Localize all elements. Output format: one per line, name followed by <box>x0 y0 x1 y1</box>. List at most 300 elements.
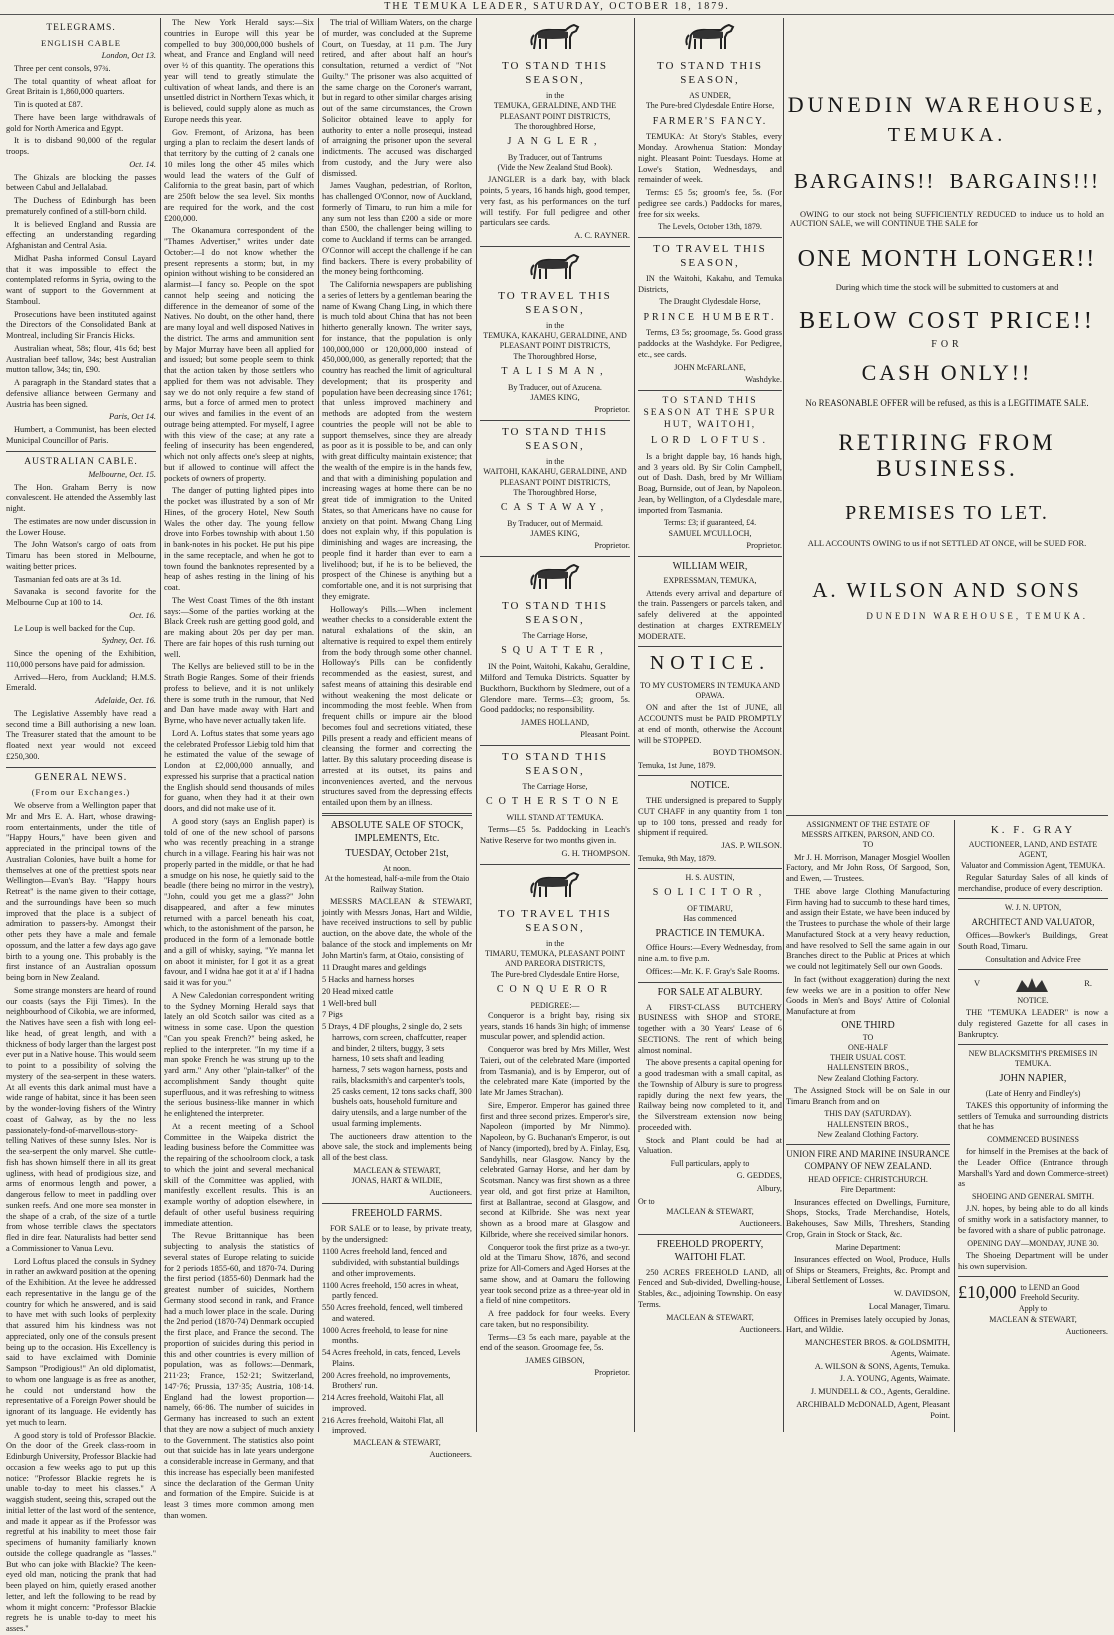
for-text: FOR <box>931 339 963 350</box>
dunedin-warehouse-ad <box>786 18 1108 813</box>
ad-heading: TO TRAVEL THIS SEASON, <box>498 289 612 316</box>
stock-sale-close: The auctioneers draw attention to the above sale, the stock and implements being all of the best class. <box>322 1131 472 1163</box>
talisman-ad <box>480 251 630 416</box>
paragraph: Holloway's Pills.—When inclement weather checks to a considerable extent the natural exhalations of the skin, an alternative is required to expel them entirely from the body through some other channel. Holloway's Pills can be confidently recommended as the easiest, surest, and safest means of attaining this desirable end without weakening the most delicate or incommoding the most feeble. When from frequent chills or impure air the blood becomes foul and secretions vitiated, these Pills present a ready and efficient means of cleansing the former and correcting the latter. By this salutary proceeding disease is arrested at its outset, its pains and inconveniences averted, and the nervous structures saved from the depressing effects entailed upon them by an illness. <box>322 604 472 807</box>
ad-emph: HALLENSTEIN BROS., <box>827 1063 909 1073</box>
premises-to-let: PREMISES TO LET. <box>845 502 1049 524</box>
ad-heading: TO STAND THIS SEASON, <box>502 425 608 453</box>
paragraph: Humbert, a Communist, has been elected Municipal Councillor of Paris. <box>6 425 156 445</box>
paragraph: The total quantity of wheat afloat for Great Britain is 1,860,000 quarters. <box>6 76 156 97</box>
ad-in: in the <box>546 457 564 467</box>
kf-gray-ad <box>958 823 1108 894</box>
paragraph: A good story (says an English paper) is told of one of the new school of parsons who was recently preaching in a strange church in a village. Fearing his hair was not properly parted in the middle, or that he had a smudge on his nose, he quietly said to the beadle (there being no mirror in the vestry), "John, could you get me a glass?" John disappeared, and after a few minutes returned with a parcel beneath his coat, which, to the astonishment of the parson, he produced in the form of a lemonade bottle and a gill of whisky, saying, "Ye manna let on aboot it minister, for I got it as a great favour, and I widna hae got it at a' if I hadna said it was for you." <box>164 816 314 987</box>
ad-vide: (Vide the New Zealand Stud Book). <box>497 163 613 173</box>
horse-name: LORD LOFTUS. <box>650 435 769 447</box>
horse-name: TALISMAN, <box>501 365 609 377</box>
horse-name: COTHERSTONE <box>485 796 625 808</box>
william-weir-ad <box>638 561 782 643</box>
boyd-thomson-notice <box>638 651 782 771</box>
horse-name: CASTAWAY, <box>500 502 610 514</box>
ad-text: During which time the stock will be submitted to customers at and <box>835 283 1059 292</box>
paragraph: The California newspapers are publishing a series of letters by a gentleman bearing the name of Kwang Chang Ling, in which there is much told about China that has not been hitherto generally known. The writer says, for instance, that the population is only 100,000,000 or 120,000,000 instead of 450,000,000, as generally reported; that the country has reached the limit of agricultural development; that its prosperity and population have been decreasing since 1761; that unless improved machinery and methods are adopted from the western countries the people will not be able to support themselves, since they are already as poor as it is possible to be, and can only with great difficulty maintain existence; that the wealth of the empire is in the hands few, and that with a diminishing population and increasing wages at home there can be no great tide of immigration to the United States, so that Americans have no cause for anxiety on that point. Mwang Chang Ling does not explain why, if this population is diminishing and wages are increasing, the people find it harder than ever to earn a livelihood; but, if he is to be believed, the prospect of the Chinese is anything but a comfortable one, and it is not surprising that they emigrate. <box>322 280 473 601</box>
ad-title-place: TEMUKA. <box>887 124 1007 146</box>
solicitor-of: OF TIMARU, <box>687 904 733 914</box>
ad-signature: A. WILSON AND SONS <box>812 578 1082 602</box>
lord-loftus-ad <box>638 395 782 552</box>
ad-sig: JOHN McFARLANE, <box>674 362 746 372</box>
ad-sig: Local Manager, Timaru. <box>868 1301 950 1311</box>
conqueror-ad <box>480 869 630 1379</box>
ad-in: in the <box>546 938 564 948</box>
list-item: 1 Well-bred bull <box>322 998 377 1008</box>
ad-body: TAKES this opportunity of informing the settlers of Temuka and surrounding districts that he has <box>958 1100 1108 1132</box>
ad-body: Insurances effected on Dwellings, Furniture, Shops, Stocks, Trade Merchandise, Hotels, Bakehouses, Saw Mills, Threshers, Standing Crop, Grain in Stock or Stack, &c. <box>786 1197 950 1239</box>
paragraph: We observe from a Wellington paper that Mr and Mrs E. A. Hart, whose drawing-room entertainments, under the title of "Happy Hours," have been given and appreciated in the principal towns of the Australian Colonies, have built a home for themselves at one of the prettiest spots near Wellington—Evan's Bay. "Happy hours Retreat" is the name given to their cottage, and the surroundings have been so much improved that the place is a subject of admiration to passers-by. Amongst their other pets they have a male and female opossum, and the latter a few days ago gave birth to a young one. This probably is the first instance of an Australian opossum being born in New Zealand. <box>6 801 156 983</box>
paragraph: A paragraph in the Standard states that a defensive alliance between Germany and Austria has been signed. <box>6 378 156 409</box>
ad-text: OWING to our stock not being SUFFICIENTLY REDUCED to induce us to hold an AUCTION SALE, we will CONTINUE THE SALE for <box>790 210 1104 228</box>
ad-terms: Terms, £3 5s; groomage, 5s. Good grass paddocks at the Washdyke. For Pedigree, etc., see cards. <box>638 328 782 359</box>
ad-sig: W. DAVIDSON, <box>893 1289 950 1299</box>
freehold-farms-sig: Auctioneers. <box>429 1450 472 1460</box>
paragraph: Midhat Pasha informed Consul Layard that it was impossible to effect the contemplated reforms in Syria, owing to the want of support to the Government at Stamboul. <box>6 253 156 306</box>
ad-sig: A. C. RAYNER. <box>574 231 630 241</box>
ad-sig: Proprietor. <box>594 541 630 551</box>
general-news-body <box>6 801 156 1635</box>
telegrams-heading: TELEGRAMS. <box>46 23 116 33</box>
stock-sale-items <box>322 963 472 1129</box>
column-2-body <box>164 18 314 1522</box>
below-cost-price: BELOW COST PRICE!! <box>799 308 1095 334</box>
ad-agent: J. MUNDELL & CO., Agents, Geraldine. <box>810 1387 950 1397</box>
ad-sig: MACLEAN & STEWART, <box>989 1314 1077 1324</box>
ad-in: in the <box>546 321 564 331</box>
ad-districts: WAITOHI, KAKAHU, GERALDINE, AND PLEASANT POINT DISTRICTS, <box>483 467 627 487</box>
stock-sale-body: MESSRS MACLEAN & STEWART, jointly with Messrs Jonas, Hart and Wildie, have received instructions to sell by public auction, on the above date, the whole of the balance of the stock and implements on Mr John Martin's farm, at Otaio, consisting of <box>322 896 472 960</box>
news-group-e3 <box>6 425 156 447</box>
ad-sig: MACLEAN & STEWART, <box>666 1206 754 1216</box>
notice-date: Temuka, 1st June, 1879. <box>638 761 716 771</box>
paragraph: At a recent meeting of a School Committee in the Waipeka district the leading business before the Committee was the repairing of the schoolroom clock, a task to which the joint and several mechanical skill of the Committee was applied, with manifestly excellent results. This is an example worthy of adoption elsewhere, in default of other useful business requiring immediate attention. <box>164 1121 314 1228</box>
ad-desc: The thoroughbred Horse, <box>514 121 596 131</box>
freehold-property-ad <box>638 1239 782 1336</box>
news-group-a1 <box>6 483 156 609</box>
prince-humbert-ad <box>638 242 782 386</box>
list-item: 216 Acres freehold, Waitohi Flat, all improved. <box>322 1415 444 1436</box>
albury-sale-ad <box>638 987 782 1230</box>
ad-districts: TIMARU, TEMUKA, PLEASANT POINT AND PAREORA DISTRICTS, <box>485 949 625 969</box>
masthead: THE TEMUKA LEADER, SATURDAY, OCTOBER 18, 1879. <box>0 0 1114 15</box>
paragraph: Prosecutions have been instituted against the Directors of the Consolidated Bank at Montreal, including Sir Francis Hicks. <box>6 309 156 341</box>
paragraph: Tin is quoted at £87. <box>14 100 83 110</box>
ad-sig: Proprietor. <box>594 1368 630 1378</box>
retiring-from-business: RETIRING FROM BUSINESS. <box>838 430 1056 481</box>
ad-emph: TO <box>862 1032 874 1042</box>
ad-desc: The Draught Clydesdale Horse, <box>659 297 761 307</box>
paragraph: It is believed England and Russia are effecting an understanding regarding Afghanistan and Central Asia. <box>6 219 156 251</box>
ad-address: DUNEDIN WAREHOUSE, TEMUKA. <box>866 611 1088 621</box>
dateline: Adelaide, Oct. 16. <box>95 696 156 706</box>
ad-districts: TEMUKA, KAKAHU, GERALDINE, AND PLEASANT POINT DISTRICTS, <box>483 331 627 351</box>
ad-sig: Proprietor. <box>746 540 782 550</box>
paragraph: There have been large withdrawals of gold for North America and Egypt. <box>6 112 156 133</box>
ad-by: By Traducer, out of Tantrums <box>507 152 603 162</box>
paragraph: Lord Loftus placed the consuls in Sydney in rather an awkward position at the opening of the Exhibition. At the levee he addressed each representative in the langu ge of the country for which he answered, and is said to have met with such looks of perplexity that assured him his kindness was not appreciated, only one of the consuls present being up to the occasion. His Excellency is said to have exclaimed with Dominie Sampson "Prodigious!" An old diplomatist, to whom one language is as free as another, he could not understand how the representative of a Foreign Power should be ignorant of its language. He evidently has yet much to learn. <box>6 1256 156 1427</box>
ad-body: Insurances effected on Wool, Produce, Hulls of Ships or Steamers, Freights, &c. Prompt and Liberal Settlement of Losses. <box>786 1254 950 1286</box>
australian-cable-heading: AUSTRALIAN CABLE. <box>24 456 138 467</box>
stock-sale-ad <box>322 820 472 1199</box>
ad-sig: Pleasant Point. <box>580 730 630 740</box>
dateline: Sydney, Oct. 16. <box>101 636 156 646</box>
ad-name: JOHN NAPIER, <box>999 1072 1067 1084</box>
cash-only: CASH ONLY!! <box>861 360 1033 385</box>
ad-heading: TO STAND THIS SEASON, <box>502 600 608 627</box>
one-month-longer: ONE MONTH LONGER!! <box>797 246 1097 272</box>
ad-terms: Terms—£5 5s. Paddocking in Leach's Native Reserve for two months given in. <box>480 825 630 846</box>
dateline: Melbourne, Oct. 15. <box>88 469 156 479</box>
ad-sig: G. GEDDES, <box>736 1171 782 1181</box>
ad-heading: TO STAND THIS SEASON, <box>657 60 763 87</box>
ad-sub: EXPRESSMAN, TEMUKA, <box>663 576 757 586</box>
horse-name: JANGLER, <box>507 136 603 148</box>
ad-emph: New Zealand Clothing Factory. <box>817 1129 919 1139</box>
ad-body: THE "TEMUKA LEADER" is now a duly registered Gazette for all cases in Bankruptcy. <box>958 1008 1108 1039</box>
paragraph: Since the opening of the Exhibition, 110,000 persons have paid for admission. <box>6 649 156 669</box>
paragraph: Australian wheat, 58s; flour, 41s 6d; best Australian beef tallow, 34s; best Australian mutton tallow, 34s; tin, £90. <box>6 343 156 375</box>
paragraph: Conqueror is a bright bay, rising six years, stands 16 hands 3in high; of immense muscular power, and splendid action. <box>480 1010 630 1042</box>
ad-agent: MANCHESTER BROS. & GOLDSMITH, Agents, Waimate. <box>805 1338 950 1358</box>
royal-crest-icon <box>1012 974 1052 996</box>
ad-desc: The Pure-bred Clydesdale Entire Horse, <box>490 969 620 979</box>
leader-notice <box>958 996 1108 1040</box>
paragraph: Three per cent consols, 97¾. <box>14 63 111 73</box>
ad-body: Is a bright dapple bay, 16 hands high, and 3 years old. By Sir Colin Campbell, out of Dash. Dash, bred by Mr William Boag, Burnside, out of Jean, by Napoleon. Jean, by Wellington, of a Clydesdale mare, imported from Tasmania. <box>638 451 782 515</box>
freehold-farms-heading: FREEHOLD FARMS. <box>351 1208 443 1220</box>
paragraph: The West Coast Times of the 8th instant says:—Some of the parties working at the Black Creek rush are getting good gold, and are making about 20s per day per man. There are fair hopes of this rush turning out well. <box>164 595 314 659</box>
ad-sig: JAMES KING, <box>530 529 580 539</box>
ad-sig: JAMES GIBSON, <box>525 1356 585 1366</box>
lower-left-col <box>786 820 950 1432</box>
notice-sig: JAS. P. WILSON. <box>721 841 782 851</box>
ad-terms: Terms: £3; if guaranteed, £4. <box>663 518 757 528</box>
paragraph: A free paddock for four weeks. Every care taken, but no responsibility. <box>480 1309 630 1329</box>
ad-as: AS UNDER, <box>689 91 731 101</box>
ad-firm: MESSRS AITKEN, PARSON, AND CO. <box>801 830 935 840</box>
ad-heading: TO STAND THIS SEASON AT THE SPUR HUT, WAITOHI, <box>643 395 777 430</box>
news-group-a2 <box>6 624 156 635</box>
list-item: 20 Head mixed cattle <box>322 986 394 996</box>
ad-apply: Apply to <box>1018 1304 1048 1314</box>
ad-sig: Auctioneers. <box>739 1219 782 1229</box>
ad-heading: TO STAND THIS SEASON, <box>502 751 608 778</box>
notice-body: ON and after the 1st of JUNE, all ACCOUNTS must be PAID PROMPTLY at end of month, otherwise the Account will be STOPPED. <box>638 703 782 745</box>
ad-sig: MACLEAN & STEWART, <box>666 1312 754 1322</box>
column-3 <box>322 18 473 1460</box>
ad-full: Full particulars, apply to <box>670 1159 750 1169</box>
paragraph: Sire, Emperor. Emperor has gained three first and three second prizes. Emperor's sire, Napoleon (imported by Mr Nimmo). Napoleon, by G. Buchanan's Emperor, is out of Nancy (imported), bred by A. Finlay, Esq, Sandyhills, near Glasgow. Nancy by the celebrated Garnay Horse, and her dam by Scotsman. Nancy was first shown as a three year old, and got first prize at Hamilton, first at Ballantrae, second at Glasgow, and second at Kilbride. She was next year shown as a brood mare at Glasgow and Kilbride, where she received similar honors. <box>480 1100 630 1239</box>
ad-heading: K. F. GRAY <box>990 824 1076 836</box>
ad-emph: OPENING DAY—MONDAY, JUNE 30. <box>967 1238 1099 1248</box>
paragraph: The Legislative Assembly have read a second time a Bill authorising a new loan. The Treasurer stated that the amount to be floated next year would not exceed £250,300. <box>6 708 156 761</box>
ad-title: ARCHITECT AND VALUATOR, <box>971 916 1095 927</box>
list-item: 550 Acres freehold, fenced, well timbered and watered. <box>322 1303 463 1323</box>
lower-right-col <box>958 820 1108 1432</box>
ad-body: THE above large Clothing Manufacturing Firm having had to succumb to these hard times, and assign their Estate, we have been induced by the Trustees to purchase the whole of their large Manufactured Stock at a very heavy reduction, and have resolved to Sell the same again in our Branches direct to the Public at Prices at which we could not legitimately Sell our own Goods. <box>786 886 950 972</box>
ad-sig: Auctioneers. <box>739 1324 782 1334</box>
bargains-text: BARGAINS!!! <box>949 169 1100 193</box>
paragraph: Lord A. Loftus states that some years ago the celebrated Professor Liebig told him that he estimated the value of the sewage of London at £2,000,000 annually, and expressed his surprise that a practical nation the English should send thousands of miles for guano, when they had it at their own doors, and did not make use of it. <box>164 728 314 813</box>
dateline: Paris, Oct 14. <box>109 412 156 422</box>
horse-name: CONQUEROR <box>496 983 614 995</box>
column-3-body <box>322 18 472 809</box>
stock-sale-sig: MACLEAN & STEWART, <box>353 1165 441 1175</box>
ad-body: Stock and Plant could be had at Valuation. <box>638 1135 782 1156</box>
horse-illustration-icon <box>526 561 584 595</box>
dateline: London, Oct 13. <box>101 51 156 61</box>
ad-emph: SHOEING AND GENERAL SMITH. <box>972 1192 1094 1202</box>
stock-sale-time: At noon. <box>383 864 411 874</box>
ad-sig: Auctioneers. <box>1065 1326 1108 1336</box>
assignment-ad <box>786 820 950 1140</box>
ad-or: Or to <box>638 1196 655 1206</box>
horse-illustration-icon <box>681 21 739 55</box>
ad-desc: The Carriage Horse, <box>522 631 588 641</box>
ad-sub: Valuator and Commission Agent, TEMUKA. <box>960 860 1106 870</box>
list-item: 1000 Acres freehold, to lease for nine months. <box>322 1325 448 1346</box>
loan-line <box>958 1281 1108 1304</box>
ad-sig: G. H. THOMPSON. <box>561 848 630 858</box>
notice-sub: TO MY CUSTOMERS IN TEMUKA AND OPAWA. <box>640 680 780 701</box>
paragraph: Conqueror was bred by Mrs Miller, West Taieri, out of the celebrated Mare (imported from Tasmania), and is by Emperor, out of the celebrated mare Kate (imported by the late Mr James Strachan). <box>480 1045 630 1098</box>
ad-emph: ONE-HALF <box>848 1042 888 1052</box>
crest-letter: V <box>974 979 981 989</box>
stock-sale-date: TUESDAY, October 21st, <box>345 848 449 860</box>
ad-body: JANGLER is a dark bay, with black points, 5 years, 16 hands high, good temper, very fast, as his performances on the turf will testify. For full pedigree and other particulars see cards. <box>480 175 630 228</box>
ad-body: Offices—Bowker's Buildings, Great South Road, Timaru. <box>958 931 1108 951</box>
ad-emph: COMMENCED BUSINESS <box>987 1135 1079 1144</box>
paragraph: A New Caledonian correspondent writing to the Sydney Morning Herald says that lately an old Scotch sailor was cited as a witness in some case. Upon the question "Can you speak French?" being asked, he replied to the interpreter. "In my time if a man spoke French he was strung up to the yard arm." Any other "plain-talker" of the accomplishment Sandy thought quite superfluous, and it was refreshing to witness the serious business-like manner in which he enlightened the interpreter. <box>164 990 314 1118</box>
ad-body: J.N. hopes, by being able to do all kinds of smithy work in a satisfactory manner, to be favored with a share of public patronage. <box>958 1204 1108 1235</box>
ad-body: The Shoeing Department will be under his own supervision. <box>958 1250 1108 1271</box>
notice-body: THE undersigned is prepared to Supply CUT CHAFF in any quantity from 1 ton up to 100 tons, pressed and ready for shipment if required. <box>638 796 782 838</box>
ad-by: By Traducer, out of Azucena. <box>508 382 602 392</box>
ad-emph: New Zealand Clothing Factory. <box>817 1073 919 1083</box>
paragraph: The John Watson's cargo of oats from Timaru has been stored in Melbourne, waiting better prices. <box>6 540 156 571</box>
ad-agent: A. WILSON & SONS, Agents, Temuka. <box>814 1361 950 1371</box>
paragraph: It is to disband 90,000 of the regular troops. <box>6 136 156 157</box>
stock-sale-sig: Auctioneers. <box>429 1188 472 1198</box>
jangler-ad <box>480 21 630 242</box>
paragraph: Terms—£3 5s each mare, payable at the end of the season. Groomage fee, 5s. <box>480 1332 630 1353</box>
column-2 <box>164 18 314 1520</box>
loan-ad <box>958 1281 1108 1337</box>
ad-late: (Late of Henry and Findley's) <box>985 1088 1081 1098</box>
ad-body: IN the Point, Waitohi, Kakahu, Geraldine, Milford and Temuka Districts. Squatter by Buckthorn, Buckthorn by Sledmere, out of a Glendore mare. Terms—£3; groom, 5s. Good paddocks; no responsibility. <box>480 662 630 715</box>
blacksmith-ad <box>958 1049 1108 1272</box>
ad-districts: TEMUKA, GERALDINE, AND THE PLEASANT POINT DISTRICTS, <box>493 101 617 121</box>
ad-body: IN the Waitohi, Kakahu, and Temuka Districts, <box>638 273 782 294</box>
solicitor-has: Has commenced <box>683 914 737 924</box>
solicitor-practice: PRACTICE IN TEMUKA. <box>655 927 765 939</box>
news-group-e1 <box>6 64 156 158</box>
ad-office: HEAD OFFICE: CHRISTCHURCH. <box>808 1175 928 1185</box>
dateline: Oct. 14. <box>129 159 156 169</box>
bargains-line <box>794 169 1100 194</box>
squatter-ad <box>480 561 630 741</box>
paragraph: Conqueror took the first prize as a two-yr. old at the Timaru Show, 1876, and second prize for All-Comers and Aged Horses at the same show, and at Oamaru the following year took second prize as a three-year old in a field of nine competitors. <box>480 1242 630 1306</box>
stock-sale-place: At the homestead, half-a-mile from the Otaio Railway Station. <box>324 874 470 894</box>
solicitor-hours: Office Hours:—Every Wednesday, from nine a.m. to five p.m. <box>638 943 782 964</box>
ad-heading: TO TRAVEL THIS SEASON, <box>498 907 612 934</box>
freehold-farms-ad <box>322 1208 472 1461</box>
ad-agent: ARCHIBALD McDONALD, Agent, Pleasant Point. <box>796 1399 950 1420</box>
solicitor-offices: Offices:—Mr. K. F. Gray's Sale Rooms. <box>646 966 780 976</box>
castaway-ad <box>480 425 630 552</box>
list-item: 1100 Acres freehold land, fenced and subdivided, with substantial buildings and other improvements. <box>322 1247 460 1278</box>
general-news-heading: GENERAL NEWS. <box>34 771 128 783</box>
bargains-text: BARGAINS!! <box>794 169 936 193</box>
paragraph: The trial of William Waters, on the charge of murder, was concluded at the Supreme Court, on Tuesday, at 11 p.m. The Jury retired, and after about half an hour's consultation, returned a verdict of "Not Guilty." The prisoner was also acquitted of the same charge on the Coroner's warrant, but in regard to other similar charges arising out of the same circumstances, the Crown Solicitor obtained leave to apply for authority to enter a nolle prosequi, instead of arraigning the prisoner upon the several indictments. The accused was discharged from custody, and the Jury were also dismissed. <box>322 18 472 178</box>
ad-desc: The Pure-bred Clydesdale Entire Horse, <box>645 101 775 111</box>
stock-sale-sig: JONAS, HART & WILDIE, <box>351 1176 443 1186</box>
dateline: Oct. 16. <box>129 610 156 620</box>
ad-sig: JAMES HOLLAND, <box>521 718 589 728</box>
column-4 <box>480 18 630 1432</box>
vr-crest <box>958 974 1108 996</box>
conqueror-body <box>480 1011 630 1354</box>
horse-illustration-icon <box>526 869 584 903</box>
list-item: 5 Hacks and harness horses <box>322 975 415 985</box>
ad-by: By Traducer, out of Mermaid. <box>507 518 603 528</box>
notice-date: Temuka, 9th May, 1879. <box>638 853 717 863</box>
ad-desc: The Carriage Horse, <box>522 782 588 792</box>
paragraph: A good story is told of Professor Blackie. On the door of the Greek class-room in Edinburgh University, Professor Blackie had occasion a few weeks ago to put up this notice: "Professor Blackie regrets he is unable to-day to meet his classes." A waggish student, seeing this, scraped out the initial letter of the last word of the sentence, and made it appear as if the Professor was regretful at his inability to meet those fair specimens of humanity familiarly known outside the college quadrangle as "lasses." But who can joke with Blackie? The keen-eyed old man, noticing the prank that had been played on him, quietly erased another letter, and left the following to be read by whom it might concern: "Professor Blackie regrets he is unable to-day to meet his asses." <box>6 1430 156 1634</box>
ad-to: TO <box>862 840 874 850</box>
paragraph: The Ghizals are blocking the passes between Cabul and Jellalabad. <box>6 172 156 193</box>
paragraph: The Revue Brittannique has been subjecting to analysis the statistics of several states of Europe relating to suicide for 2 periods 1855-60, and 1870-74. During the first period (1855-60) Denmark had the greatest number of suicides, Northern Germany stood second in rank, and France had a much lower place in the scale. During the 2nd period (1870-74) Denmark occupied the first place, and France the second. The proportion of suicides during this period in this and other countries is every million of population, was as follows:—Denmark, 211·23; France, 152·21; Switzerland, 147·76; Prussia, 137·35; Austria, 108·14. England had the lowest proportion—namely, 66·86. The number of suicides in Germany has increased to such an extent that they are now a subject of much anxiety to the Government. The statistics also point out that suicide has in late years undergone a considerable increase in Germany, and that this increase has especially been manifested since the declaration of the German Unity and formation of the Empire. Suicide is at least 3 times more common among men than women. <box>164 1231 314 1520</box>
ad-sig: SAMUEL M'CULLOCH, <box>668 528 752 538</box>
ad-desc: The Thoroughbred Horse, <box>513 487 597 497</box>
paragraph: Tasmanian fed oats are at 3s 1d. <box>14 574 122 584</box>
ad-text: ALL ACCOUNTS OWING to us if not SETTLED AT ONCE, will be SUED FOR. <box>807 539 1087 548</box>
ad-heading: NEW BLACKSMITH'S PREMISES IN TEMUKA. <box>968 1049 1098 1069</box>
paragraph: The Kellys are believed still to be in the Strath Bogie Ranges. Some of their friends profess to believe, and it is not unlikely there is some truth in the rumour, that Ned and Dan have made away with Hart and Byrne, who have never actually taken life. <box>164 662 314 725</box>
chaff-notice <box>638 780 782 864</box>
horse-illustration-icon <box>526 251 584 285</box>
horse-illustration-icon <box>526 21 584 55</box>
ad-fee: Consultation and Advice Free <box>985 954 1081 964</box>
notice-heading: NOTICE. <box>690 780 730 792</box>
ad-heading: TO TRAVEL THIS SEASON, <box>653 242 767 269</box>
ad-sig: Albury, <box>756 1184 782 1193</box>
ad-body: 250 ACRES FREEHOLD LAND, all Fenced and Sub-divided, Dwelling-house, Stables, &c., adjoining Township. On easy Terms. <box>638 1267 782 1309</box>
paragraph: Gov. Fremont, of Arizona, has been urging a plan to reclaim the desert lands of that territory by the cutting of 2 canals one 10 miles long the other 45 miles which would lead the waters of the Gulf of California to the great basin, part of which are 250ft below the sea level. Six months are required for the work, and the cost £200,000. <box>164 127 314 223</box>
solicitor-ad <box>638 873 782 978</box>
freehold-farms-items <box>322 1247 472 1437</box>
paragraph: Savanaka is second favorite for the Melbourne Cup at 100 to 14. <box>6 587 156 608</box>
horse-name: PRINCE HUMBERT. <box>643 311 777 323</box>
ad-emph: THEIR USUAL COST. <box>830 1053 906 1063</box>
upton-ad <box>958 903 1108 964</box>
paragraph: The New York Herald says:—Six countries in Europe will this year be compelled to buy 300,000,000 bushels of wheat, and France and England will need over ½ of this quantity. The operations this year will tend to greatly stimulate the cultivation of wheat lands, and there is an unsettled district in Northern Texas which, it is believed, could supply alone as much as Europe needs this year. <box>164 18 314 124</box>
paragraph: The danger of putting lighted pipes into the pocket was illustrated by a son of Mr Hines, of the grocery Hotel, New South Wales the other day. The young fellow drove into Forbes township with about 1.50 in bank-notes in his pocket. He put his pipe in the same receptacle, and when he got to town found the banknotes represented by a heap of ashes resting in the lining of his coat. <box>164 486 314 592</box>
ad-heading: UNION FIRE AND MARINE INSURANCE COMPANY OF NEW ZEALAND. <box>786 1149 950 1171</box>
ad-body: Attends every arrival and departure of the train. Passengers or parcels taken, and safely delivered at the appointed destination at charges EXTREMELY MODERATE. <box>638 588 782 641</box>
list-item: 1100 Acres freehold, 150 acres in wheat, partly fenced. <box>322 1280 459 1301</box>
paragraph: The Hon. Graham Berry is now convalescent. He attended the Assembly last night. <box>6 482 156 514</box>
paragraph: The estimates are now under discussion in the Lower House. <box>6 516 156 537</box>
notice-heading: NOTICE. <box>649 652 771 675</box>
cotherstone-ad <box>480 750 630 860</box>
freehold-farms-sig: MACLEAN & STEWART, <box>353 1438 441 1448</box>
lower-right-ads <box>786 820 1108 1432</box>
ad-body: TEMUKA: At Story's Stables, every Monday. Arowhenua Station: Monday night. Pleasant Point: Tuesdays. Home at Lowe's Station, Wednesdays, and remainder of week. <box>638 132 782 185</box>
ad-date: The Levels, October 13th, 1879. <box>658 222 762 232</box>
ad-heading: WILLIAM WEIR, <box>672 560 748 572</box>
paragraph: James Vaughan, pedestrian, of Rorlton, has challenged O'Connor, now of Auckland, formerly of Timaru, to run him a mile for any sum not less than £200 a side or more than £500, the challenger being willing to come to Auckland if terms can be arranged. O'Connor will accept the challenge if he can find backers. There is every probability of the money being forthcoming. <box>322 181 472 277</box>
ad-body: The Assigned Stock will be on Sale in our Timaru Branch from and on <box>786 1085 950 1106</box>
ad-trustees: Mr J. H. Morrison, Manager Mosgiel Woollen Factory, and Mr John Ross, Of Sargood, Son, and Ewen, — Trustees. <box>786 852 950 884</box>
ad-emph: HALLENSTEIN BROS., <box>827 1119 909 1129</box>
ad-emph: THIS DAY (SATURDAY). <box>824 1109 912 1119</box>
ad-heading: ASSIGNMENT OF THE ESTATE OF <box>806 820 930 829</box>
column-5 <box>638 18 782 1432</box>
ad-title: DUNEDIN WAREHOUSE, <box>787 92 1107 117</box>
ad-body: for himself in the Premises at the back of the Leader Office (Entrance through Marshall's Yard and down Commerce-street) as <box>958 1147 1108 1189</box>
paragraph: Some strange monsters are heard of round our coasts (says the Fiji Times). In the neighbourhood of Cikobia, we are informed, the Natives have seen a fish with long eel-like head, of great length, and with a thickness of body larger than the largest post ever put in a Native house. This would seem to point to a possibility of solving the mystery of the sea-serpent in these waters. At all events this dark animal must have a wide range of habitat, since it has been seen by the wonder-loving fishers of the Wintry coast of Galway, as by the no less passionately-fond-of-marvellous-story-telling Natives of these sunny Isles. Nor is the sea-serpent the only marvel. She cuttle-fish has shown himself there in all its great ugliness, with head of prodigious size, and arms of enormous length and power, a dangerous fellow to meet in paddling over sunken reefs. And one more sea monster in the shape of a crab, of the size of a turtle from whose terrible claws the spectators fled in dire fear. Naturalists had better send a Commissioner to Vanua Levu. <box>6 985 156 1253</box>
list-item: 7 Pigs <box>322 1010 343 1020</box>
ad-heading: FOR SALE AT ALBURY. <box>657 986 763 998</box>
ad-emph: ONE THIRD <box>841 1019 895 1031</box>
paragraph: Le Loup is well backed for the Cup. <box>14 623 135 633</box>
ad-in: in the <box>546 91 564 101</box>
ad-body: A FIRST-CLASS BUTCHERY BUSINESS with SHOP and STORE, together with a 30 Years' Lease of 6 SECTIONS. The rent of which being almost nominal. <box>638 1002 782 1055</box>
ad-heading: TO STAND THIS SEASON, <box>502 60 608 87</box>
solicitor-title: SOLICITOR, <box>652 887 768 899</box>
ad-sig: Washdyke. <box>745 374 782 384</box>
ad-desc: The Thoroughbred Horse, <box>513 351 597 361</box>
horse-name: SQUATTER, <box>501 645 609 657</box>
list-item: 200 Acres freehold, no improvements, Brothers' run. <box>322 1370 451 1391</box>
horse-name: FARMER'S FANCY. <box>652 115 768 127</box>
ad-will: WILL STAND AT TEMUKA. <box>506 813 604 823</box>
ad-sig: Proprietor. <box>594 405 630 415</box>
loan-body: to LEND an Good Freehold Security. <box>1020 1282 1080 1302</box>
list-item: 5 Drays, 4 DF ploughs, 2 single do, 2 sets harrows, corn screen, chaffcutter, reaper and binder, 2 tilters, buggy, 3 sets harness, 10 sets shaft and leading harness, 7 sets wagon harness, posts and rails, blacksmith's and carpenter's tools, 25 casks cement, 12 tons sacks chaff, 300 bushels oats, household furniture and dairy utensils, and a large number of the usual farming implements. <box>322 1022 472 1128</box>
list-item: 214 Acres freehold, Waitohi Flat, all improved. <box>322 1393 444 1413</box>
stock-sale-heading: ABSOLUTE SALE OF STOCK, IMPLEMENTS, Etc. <box>330 819 464 844</box>
english-cable-heading: ENGLISH CABLE <box>40 38 122 49</box>
crest-letter: R. <box>1084 979 1092 989</box>
news-group-a4 <box>6 709 156 763</box>
ad-terms: Terms: £5 5s; groom's fee, 5s. (For pedigree see cards.) Paddocks for mares, free for six weeks. <box>638 188 782 219</box>
ad-title: AUCTIONEER, LAND, AND ESTATE AGENT, <box>968 840 1098 860</box>
farmers-fancy-ad <box>638 21 782 233</box>
ad-dept: Fire Department: <box>840 1185 896 1195</box>
ad-body: The above presents a capital opening for a good tradesman with a small capital, as the Township of Albury is sure to progress rapidly during the next few years, the Railway being now completed to it, and the Silverstream extension now being proceeded with. <box>638 1058 782 1132</box>
paragraph: The Duchess of Edinburgh has been prematurely confined of a still-born child. <box>6 196 156 216</box>
news-group-a3 <box>6 649 156 694</box>
ad-heading: NOTICE. <box>1017 995 1049 1005</box>
ad-heading: W. J. N. UPTON, <box>1004 903 1062 913</box>
solicitor-name: H. S. AUSTIN, <box>685 873 735 883</box>
freehold-farms-body: FOR SALE or to lease, by private treaty, by the undersigned: <box>322 1223 472 1244</box>
ad-body: In fact (without exaggeration) during the next few weeks we are in a position to offer New Goods in Men's and Boys' Attire of Colonial Manufacture at from <box>786 974 950 1017</box>
notice-sig: BOYD THOMSON. <box>712 748 782 758</box>
ad-heading: FREEHOLD PROPERTY, WAITOHI FLAT. <box>656 1238 764 1263</box>
general-news-subheading: (From our Exchanges.) <box>31 788 131 798</box>
ad-body: Regular Saturday Sales of all kinds of merchandise, produce of every description. <box>958 872 1108 893</box>
ad-dept: Marine Department: <box>835 1242 901 1252</box>
